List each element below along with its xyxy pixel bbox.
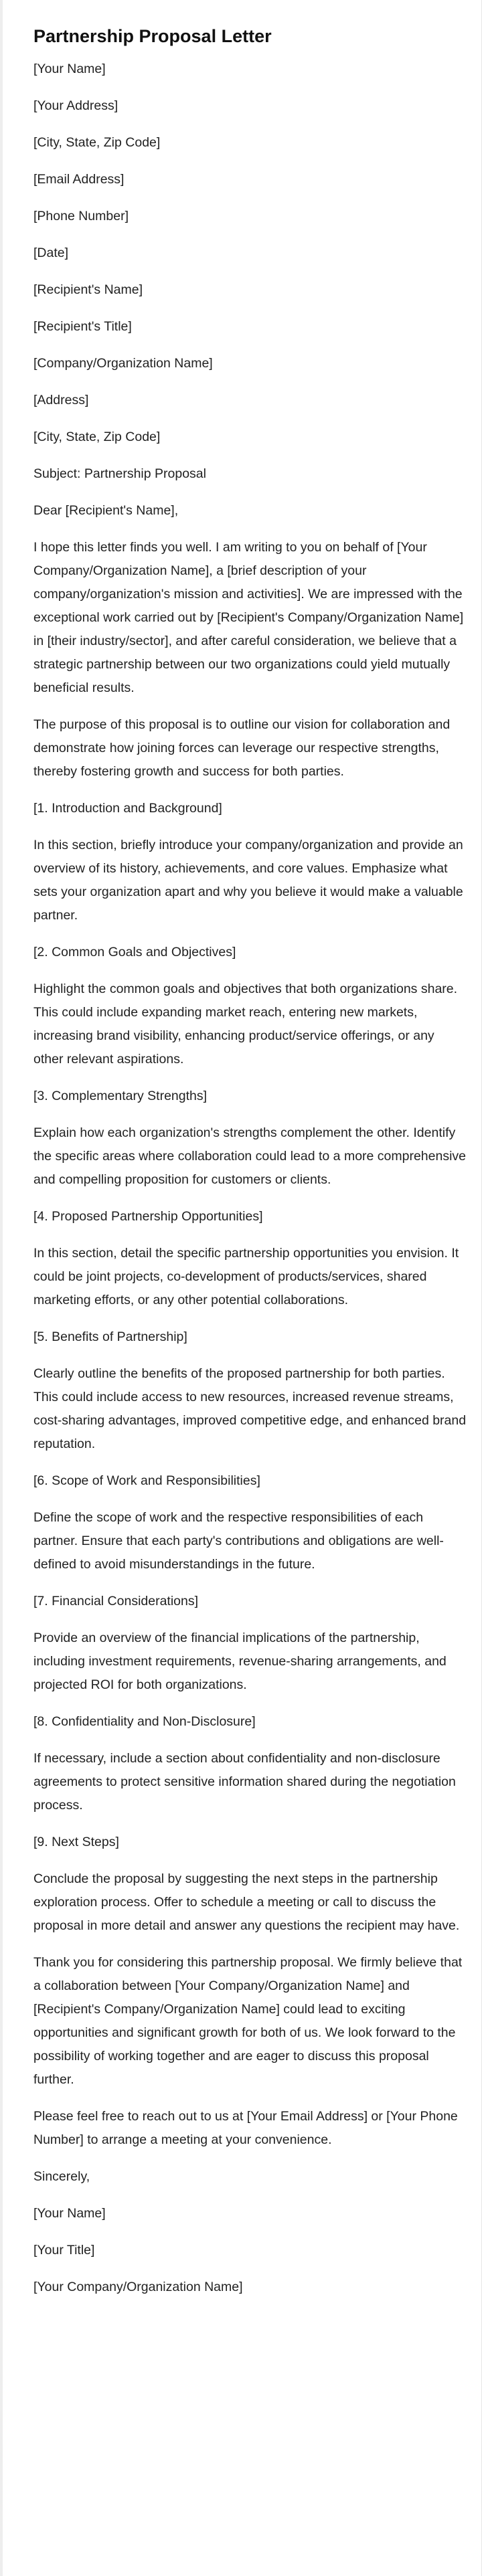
closing-paragraph: Thank you for considering this partnership proposal. We firmly believe that a collaboration between [Your Company/Organization Name] and [Recipient's Company/Organization Name] could lead to exciting opportunities and significant growth for both of us. We look forward to the possibility of working together and are eager to discuss this proposal further. [33, 1955, 463, 2087]
closing-paragraph: Please feel free to reach out to us at [Your Email Address] or [Your Phone Number] to arrange a meeting at your convenience. [33, 2109, 458, 2147]
section-body: If necessary, include a section about confidentiality and non-disclosure agreements to protect sensitive information shared during the negotiation process. [33, 1751, 456, 1813]
intro-paragraph: I hope this letter finds you well. I am writing to you on behalf of [Your Company/Organization Name], a [brief description of your company/organization's mission and activities]. We are impressed with the exceptional work carried out by [Recipient's Company/Organization Name] in [their industry/sector], and after careful consideration, we believe that a strategic partnership between our two organizations could yield mutually beneficial results. [33, 540, 464, 695]
recipient-title: [Recipient's Title] [33, 319, 132, 334]
proposal-section [33, 1205, 467, 1312]
proposal-section [33, 941, 467, 1071]
section-heading: [8. Confidentiality and Non-Disclosure] [33, 1714, 256, 1729]
section-heading: [9. Next Steps] [33, 1835, 119, 1849]
section-heading: [1. Introduction and Background] [33, 801, 222, 816]
section-heading: [2. Common Goals and Objectives] [33, 945, 236, 959]
section-body: Conclude the proposal by suggesting the next steps in the partnership exploration process. Offer to schedule a meeting or call to discuss the proposal in more detail and answer any questions the recipient may have. [33, 1871, 460, 1933]
section-body: Provide an overview of the financial implications of the partnership, including investment requirements, revenue-sharing arrangements, and projected ROI for both organizations. [33, 1631, 447, 1692]
signature-title: [Your Title] [33, 2243, 95, 2258]
proposal-section [33, 797, 467, 927]
recipient-name: [Recipient's Name] [33, 282, 143, 297]
sender-name: [Your Name] [33, 62, 106, 76]
salutation: Dear [Recipient's Name], [33, 503, 179, 518]
section-body: Define the scope of work and the respective responsibilities of each partner. Ensure that each party's contributions and obligations are well-defined to avoid misunderstandings in the future. [33, 1510, 444, 1572]
sender-email: [Email Address] [33, 172, 125, 187]
section-body: In this section, detail the specific partnership opportunities you envision. It could be joint projects, co-development of products/services, shared marketing efforts, or any other potential collaborations. [33, 1246, 459, 1307]
section-heading: [3. Complementary Strengths] [33, 1089, 208, 1103]
proposal-section [33, 1325, 467, 1456]
signature-name: [Your Name] [33, 2206, 106, 2221]
intro-paragraph: The purpose of this proposal is to outline our vision for collaboration and demonstrate how joining forces can leverage our respective strengths, thereby fostering growth and success for both parties. [33, 717, 451, 779]
signature-company: [Your Company/Organization Name] [33, 2280, 243, 2294]
section-heading: [7. Financial Considerations] [33, 1594, 199, 1608]
recipient-block [33, 278, 467, 449]
proposal-section [33, 1085, 467, 1192]
proposal-section [33, 1710, 467, 1817]
sign-off: Sincerely, [33, 2169, 90, 2184]
letter-date: [Date] [33, 246, 69, 260]
recipient-city-state-zip: [City, State, Zip Code] [33, 430, 161, 444]
subject-line: Subject: Partnership Proposal [33, 466, 206, 481]
recipient-company: [Company/Organization Name] [33, 356, 213, 371]
section-body: Highlight the common goals and objectives that both organizations share. This could include expanding market reach, entering new markets, increasing brand visibility, enhancing product/service offerings, or any other relevant aspirations. [33, 982, 458, 1067]
sender-address: [Your Address] [33, 98, 118, 113]
section-body: Clearly outline the benefits of the proposed partnership for both parties. This could include access to new resources, increased revenue streams, cost-sharing advantages, improved competitive edge, and enhanced brand reputation. [33, 1366, 467, 1451]
section-body: In this section, briefly introduce your company/organization and provide an overview of its history, achievements, and core values. Emphasize what sets your organization apart and why you believe it would make a valuable partner. [33, 838, 463, 923]
sender-block [33, 58, 467, 265]
proposal-section [33, 1469, 467, 1576]
proposal-section [33, 1831, 467, 1938]
sender-phone: [Phone Number] [33, 209, 129, 223]
section-heading: [5. Benefits of Partnership] [33, 1329, 187, 1344]
sender-city-state-zip: [City, State, Zip Code] [33, 135, 161, 150]
section-heading: [4. Proposed Partnership Opportunities] [33, 1209, 263, 1224]
section-body: Explain how each organization's strengths complement the other. Identify the specific areas where collaboration could lead to a more comprehensive and compelling proposition for customers or clients. [33, 1125, 467, 1187]
signature-block [33, 2202, 467, 2299]
section-heading: [6. Scope of Work and Responsibilities] [33, 1473, 260, 1488]
proposal-section [33, 1590, 467, 1697]
recipient-address: [Address] [33, 393, 89, 407]
document-title: Partnership Proposal Letter [33, 26, 272, 46]
